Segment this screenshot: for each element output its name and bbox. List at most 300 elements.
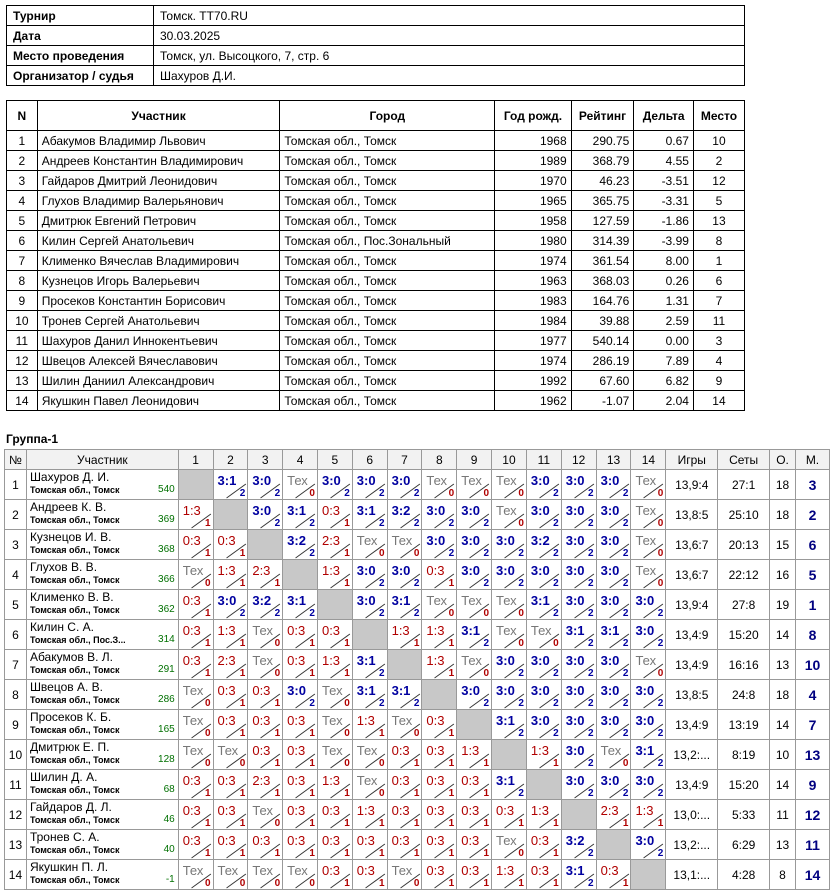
match-score: Тех xyxy=(252,863,273,878)
match-points: 0 xyxy=(274,668,281,679)
match-score: 0:3 xyxy=(530,833,549,848)
match-points: 1 xyxy=(309,758,315,769)
roster-cell: 6 xyxy=(693,271,744,291)
match-score-cell xyxy=(213,800,248,830)
match-points: 2 xyxy=(413,488,420,499)
info-label: Место проведения xyxy=(7,46,154,66)
match-score: 0:3 xyxy=(426,713,445,728)
roster-cell: Глухов Владимир Валерьянович xyxy=(37,191,280,211)
roster-cell: -3.99 xyxy=(634,231,694,251)
match-score-cell xyxy=(596,740,631,770)
grid-player-name: Тронев С. А. xyxy=(29,830,100,844)
match-points: 1 xyxy=(274,758,281,769)
grid-player-meta xyxy=(30,664,178,676)
match-points: 1 xyxy=(483,758,490,769)
grid-games: 13,4:9 xyxy=(666,710,718,740)
match-points: 0 xyxy=(448,608,455,619)
match-points: 2 xyxy=(588,548,594,559)
info-value: Шахуров Д.И. xyxy=(154,66,745,86)
grid-diagonal-cell xyxy=(387,650,422,680)
grid-player-rating: 368 xyxy=(158,544,175,555)
match-points: 1 xyxy=(274,698,281,709)
grid-diagonal-cell xyxy=(248,530,283,560)
match-points: 0 xyxy=(657,518,664,529)
match-score-cell xyxy=(178,830,213,860)
match-points: 0 xyxy=(204,728,211,739)
match-points: 0 xyxy=(553,638,559,649)
roster-cell: 12 xyxy=(693,171,744,191)
match-score-cell xyxy=(631,650,666,680)
match-points: 2 xyxy=(483,578,490,589)
grid-place: 6 xyxy=(795,530,829,560)
grid-row xyxy=(5,500,830,530)
match-points: 1 xyxy=(344,878,350,889)
grid-player-city: Томская обл., Томск xyxy=(29,785,120,795)
match-points: 2 xyxy=(588,578,594,589)
match-score-cell xyxy=(317,770,352,800)
match-score: 3:2 xyxy=(391,503,411,518)
grid-player xyxy=(26,680,178,710)
match-points: 1 xyxy=(379,878,385,889)
match-score: 3:0 xyxy=(496,653,515,668)
match-points: 0 xyxy=(413,548,420,559)
grid-games: 13,9:4 xyxy=(666,590,718,620)
match-score: Тех xyxy=(635,473,657,488)
match-score-cell xyxy=(352,470,387,500)
match-points: 1 xyxy=(239,668,246,679)
match-score: 2:3 xyxy=(252,563,271,578)
match-points: 2 xyxy=(588,758,594,769)
match-score: 3:0 xyxy=(600,533,620,548)
grid-place: 2 xyxy=(795,500,829,530)
roster-cell: 5 xyxy=(7,211,38,231)
match-score-cell xyxy=(248,590,283,620)
roster-cell: Томская обл., Томск xyxy=(280,391,495,411)
match-score: 0:3 xyxy=(287,653,306,668)
match-score-cell xyxy=(526,830,561,860)
match-points: 0 xyxy=(413,728,420,739)
match-points: 2 xyxy=(622,578,629,589)
match-score-cell xyxy=(213,740,248,770)
match-score-cell xyxy=(526,860,561,890)
grid-sets: 27:1 xyxy=(718,470,770,500)
match-score: 3:0 xyxy=(600,563,620,578)
grid-place: 11 xyxy=(795,830,829,860)
match-score: 0:3 xyxy=(217,833,236,848)
roster-cell: 1992 xyxy=(495,371,571,391)
match-score: 0:3 xyxy=(496,803,515,818)
match-score-cell xyxy=(317,830,352,860)
roster-cell: Тронев Сергей Анатольевич xyxy=(37,311,280,331)
match-score: 0:3 xyxy=(426,743,445,758)
match-points: 1 xyxy=(239,818,246,829)
roster-cell: 39.88 xyxy=(571,311,634,331)
match-score-cell xyxy=(248,470,283,500)
match-score: 0:3 xyxy=(461,863,480,878)
roster-cell: -3.31 xyxy=(634,191,694,211)
roster-row xyxy=(7,331,745,351)
match-score: 3:0 xyxy=(600,473,620,488)
match-score-cell xyxy=(248,680,283,710)
grid-player-meta xyxy=(30,874,178,886)
match-score: Тех xyxy=(391,713,413,728)
match-score: 2:3 xyxy=(217,653,236,668)
match-score-cell xyxy=(561,770,596,800)
match-score: Тех xyxy=(635,563,657,578)
roster-cell: Просеков Константин Борисович xyxy=(37,291,280,311)
match-score-cell xyxy=(352,770,387,800)
grid-place: 12 xyxy=(795,800,829,830)
match-score-cell xyxy=(352,530,387,560)
match-points: 2 xyxy=(588,608,594,619)
match-score-cell xyxy=(178,740,213,770)
match-points: 2 xyxy=(309,608,315,619)
match-score-cell xyxy=(457,620,492,650)
grid-player-name: Дмитрюк Е. П. xyxy=(29,740,110,754)
match-score-cell xyxy=(283,590,318,620)
match-points: 1 xyxy=(239,578,246,589)
match-score-cell xyxy=(631,680,666,710)
grid-player-name: Шахуров Д. И. xyxy=(29,470,110,484)
match-points: 2 xyxy=(622,518,629,529)
match-points: 2 xyxy=(657,698,664,709)
grid-sets: 16:16 xyxy=(718,650,770,680)
grid-header-opponent: 8 xyxy=(422,450,457,470)
roster-cell: Шахуров Данил Иннокентьевич xyxy=(37,331,280,351)
grid-diagonal-cell xyxy=(178,470,213,500)
match-score-cell xyxy=(248,710,283,740)
match-points: 2 xyxy=(413,698,420,709)
match-points: 2 xyxy=(657,848,664,859)
match-points: 1 xyxy=(553,818,559,829)
match-score: 3:1 xyxy=(496,773,515,788)
match-score: 3:0 xyxy=(600,593,620,608)
grid-player-number: 4 xyxy=(5,560,27,590)
match-score: 2:3 xyxy=(321,533,341,548)
grid-points: 14 xyxy=(770,710,796,740)
match-score-cell xyxy=(213,680,248,710)
match-score: 0:3 xyxy=(182,833,201,848)
match-score-cell xyxy=(492,770,527,800)
match-score-cell xyxy=(457,680,492,710)
match-score: 3:0 xyxy=(565,713,585,728)
match-points: 1 xyxy=(448,638,455,649)
match-score-cell xyxy=(352,830,387,860)
match-score-cell xyxy=(457,500,492,530)
match-points: 1 xyxy=(344,548,350,559)
match-points: 0 xyxy=(344,758,350,769)
match-score-cell xyxy=(457,770,492,800)
roster-cell: 314.39 xyxy=(571,231,634,251)
match-score: 3:0 xyxy=(496,563,515,578)
match-score-cell xyxy=(248,500,283,530)
grid-player xyxy=(26,710,178,740)
match-score-cell xyxy=(178,590,213,620)
grid-player xyxy=(26,470,178,500)
match-score: 3:1 xyxy=(635,743,655,758)
match-score-cell xyxy=(631,800,666,830)
match-score-cell xyxy=(213,590,248,620)
match-score-cell xyxy=(526,800,561,830)
grid-player-name: Килин С. А. xyxy=(29,620,94,634)
match-points: 1 xyxy=(309,638,315,649)
roster-cell: 4 xyxy=(7,191,38,211)
match-score-cell xyxy=(213,470,248,500)
match-points: 1 xyxy=(448,578,455,589)
grid-player xyxy=(26,650,178,680)
match-points: 2 xyxy=(379,518,385,529)
match-points: 2 xyxy=(379,608,385,619)
match-score: Тех xyxy=(635,503,657,518)
match-points: 1 xyxy=(274,578,281,589)
grid-player-meta xyxy=(30,604,178,616)
grid-player xyxy=(26,590,178,620)
roster-cell: 1 xyxy=(693,251,744,271)
roster-cell: 67.60 xyxy=(571,371,634,391)
match-score-cell xyxy=(526,560,561,590)
roster-cell: 9 xyxy=(7,291,38,311)
match-score-cell xyxy=(631,500,666,530)
match-score: Тех xyxy=(182,743,204,758)
match-score: 3:0 xyxy=(356,563,376,578)
match-score-cell xyxy=(457,740,492,770)
grid-sets: 15:20 xyxy=(718,770,770,800)
match-score: 3:1 xyxy=(217,473,237,488)
roster-header: Город xyxy=(280,101,495,131)
match-score: 0:3 xyxy=(287,803,306,818)
match-points: 2 xyxy=(413,518,420,529)
match-score-cell xyxy=(596,560,631,590)
grid-player-rating: 128 xyxy=(158,754,175,765)
match-score-cell xyxy=(387,710,422,740)
match-score-cell xyxy=(213,770,248,800)
match-points: 2 xyxy=(622,788,629,799)
match-points: 2 xyxy=(588,488,594,499)
grid-sets: 22:12 xyxy=(718,560,770,590)
grid-player-rating: 362 xyxy=(158,604,175,615)
match-score-cell xyxy=(178,680,213,710)
grid-player-number: 3 xyxy=(5,530,27,560)
match-score-cell xyxy=(492,590,527,620)
match-score-cell xyxy=(178,800,213,830)
match-score-cell xyxy=(283,620,318,650)
match-points: 2 xyxy=(483,548,490,559)
match-score: 3:1 xyxy=(287,593,306,608)
roster-cell: Томская обл., Томск xyxy=(280,351,495,371)
match-points: 0 xyxy=(379,788,385,799)
match-score-cell xyxy=(631,560,666,590)
grid-player-name: Якушкин П. Л. xyxy=(29,860,109,874)
match-score: 3:0 xyxy=(530,683,550,698)
match-points: 1 xyxy=(483,848,490,859)
match-points: 0 xyxy=(518,518,524,529)
match-score-cell xyxy=(283,650,318,680)
match-score-cell xyxy=(457,830,492,860)
grid-player-city: Томская обл., Томск xyxy=(29,875,120,885)
grid-header-opponent: 11 xyxy=(526,450,561,470)
match-points: 0 xyxy=(344,728,350,739)
match-points: 0 xyxy=(622,758,629,769)
grid-diagonal-cell xyxy=(631,860,666,890)
match-points: 1 xyxy=(483,818,490,829)
match-score-cell xyxy=(387,800,422,830)
match-score-cell xyxy=(213,830,248,860)
match-score-cell xyxy=(631,830,666,860)
match-score-cell xyxy=(178,560,213,590)
match-points: 0 xyxy=(204,878,211,889)
roster-cell: Кузнецов Игорь Валерьевич xyxy=(37,271,280,291)
roster-cell: 11 xyxy=(7,331,38,351)
grid-sets: 20:13 xyxy=(718,530,770,560)
match-points: 1 xyxy=(239,728,246,739)
roster-row xyxy=(7,211,745,231)
match-score: 3:0 xyxy=(461,563,481,578)
grid-player-city: Томская обл., Томск xyxy=(29,815,120,825)
roster-cell: Томская обл., Томск xyxy=(280,371,495,391)
match-score: 3:0 xyxy=(530,713,550,728)
match-points: 2 xyxy=(622,638,629,649)
grid-player-number: 11 xyxy=(5,770,27,800)
grid-points: 18 xyxy=(770,470,796,500)
roster-cell: Томская обл., Томск xyxy=(280,131,495,151)
grid-player-name: Шилин Д. А. xyxy=(29,770,98,784)
roster-cell: 1974 xyxy=(495,351,571,371)
roster-cell: 1 xyxy=(7,131,38,151)
match-score: 3:0 xyxy=(426,533,446,548)
match-score: 3:0 xyxy=(565,533,585,548)
match-score: 2:3 xyxy=(600,803,619,818)
info-label: Организатор / судья xyxy=(7,66,154,86)
match-points: 1 xyxy=(413,638,420,649)
grid-player-city: Томская обл., Томск xyxy=(29,605,120,615)
match-score: 0:3 xyxy=(321,503,341,518)
grid-header-num: № xyxy=(5,450,27,470)
match-score-cell xyxy=(422,800,457,830)
match-score-cell xyxy=(352,860,387,890)
match-score: 3:0 xyxy=(217,593,237,608)
grid-place: 4 xyxy=(795,680,829,710)
roster-cell: 3 xyxy=(693,331,744,351)
match-score: 3:0 xyxy=(565,773,585,788)
grid-player-rating: 68 xyxy=(163,784,175,795)
roster-cell: Гайдаров Дмитрий Леонидович xyxy=(37,171,280,191)
roster-cell: Томская обл., Томск xyxy=(280,171,495,191)
match-score-cell xyxy=(422,530,457,560)
grid-player xyxy=(26,770,178,800)
match-points: 1 xyxy=(309,728,315,739)
match-points: 2 xyxy=(657,758,664,769)
match-score-cell xyxy=(283,470,318,500)
match-score-cell xyxy=(561,530,596,560)
match-score-cell xyxy=(283,530,318,560)
grid-player-city: Томская обл., Томск xyxy=(29,755,120,765)
roster-cell: Томская обл., Томск xyxy=(280,191,495,211)
match-points: 0 xyxy=(309,878,315,889)
match-score: 0:3 xyxy=(287,773,306,788)
roster-cell: 46.23 xyxy=(571,171,634,191)
match-score-cell xyxy=(248,860,283,890)
match-points: 1 xyxy=(413,848,420,859)
grid-games: 13,0:... xyxy=(666,800,718,830)
match-points: 0 xyxy=(274,878,281,889)
match-score: 0:3 xyxy=(287,833,306,848)
grid-player xyxy=(26,530,178,560)
match-score-cell xyxy=(213,650,248,680)
match-score: 3:2 xyxy=(565,833,585,848)
match-score-cell xyxy=(457,590,492,620)
roster-row xyxy=(7,151,745,171)
match-score-cell xyxy=(317,800,352,830)
match-score-cell xyxy=(457,470,492,500)
match-score: 1:3 xyxy=(391,623,410,638)
grid-player-meta xyxy=(30,694,178,706)
info-value: Томск. TT70.RU xyxy=(154,6,745,26)
match-score: 0:3 xyxy=(426,773,445,788)
match-score: Тех xyxy=(635,653,657,668)
match-score: 3:1 xyxy=(356,503,376,518)
roster-cell: 6.82 xyxy=(634,371,694,391)
match-score-cell xyxy=(248,800,283,830)
grid-games: 13,8:5 xyxy=(666,680,718,710)
match-points: 2 xyxy=(588,878,594,889)
grid-diagonal-cell xyxy=(457,710,492,740)
match-score: Тех xyxy=(496,833,517,848)
roster-cell: 14 xyxy=(7,391,38,411)
match-score: 0:3 xyxy=(321,863,341,878)
match-points: 1 xyxy=(344,578,350,589)
match-score: 0:3 xyxy=(182,653,201,668)
match-score: 0:3 xyxy=(182,773,201,788)
match-score: 2:3 xyxy=(252,773,271,788)
roster-cell: 4 xyxy=(693,351,744,371)
match-score: 0:3 xyxy=(217,683,236,698)
match-score: Тех xyxy=(496,473,517,488)
grid-player-name: Гайдаров Д. Л. xyxy=(29,800,112,814)
match-score-cell xyxy=(387,740,422,770)
grid-player-number: 1 xyxy=(5,470,27,500)
match-score-cell xyxy=(492,530,527,560)
grid-player-name: Клименко В. В. xyxy=(29,590,114,604)
roster-cell: 3 xyxy=(7,171,38,191)
match-score: 3:0 xyxy=(391,563,411,578)
grid-header-opponent: 9 xyxy=(457,450,492,470)
roster-cell: Клименко Вячеслав Владимирович xyxy=(37,251,280,271)
roster-cell: 1963 xyxy=(495,271,571,291)
roster-cell: Томская обл., Пос.Зональный xyxy=(280,231,495,251)
grid-player-name: Абакумов В. Л. xyxy=(29,650,113,664)
match-points: 1 xyxy=(518,818,524,829)
grid-player-number: 9 xyxy=(5,710,27,740)
grid-row xyxy=(5,680,830,710)
info-row xyxy=(7,26,745,46)
match-points: 0 xyxy=(204,758,211,769)
match-score: 1:3 xyxy=(426,623,445,638)
match-score: 3:1 xyxy=(530,593,550,608)
match-score-cell xyxy=(248,740,283,770)
match-score: 0:3 xyxy=(287,743,306,758)
roster-header: Дельта xyxy=(634,101,694,131)
match-score-cell xyxy=(526,650,561,680)
match-score-cell xyxy=(526,530,561,560)
grid-diagonal-cell xyxy=(561,800,596,830)
match-points: 1 xyxy=(553,758,559,769)
match-score-cell xyxy=(387,830,422,860)
match-points: 0 xyxy=(657,578,664,589)
roster-cell: 10 xyxy=(693,131,744,151)
match-score-cell xyxy=(387,530,422,560)
match-points: 2 xyxy=(518,578,524,589)
match-score-cell xyxy=(526,680,561,710)
